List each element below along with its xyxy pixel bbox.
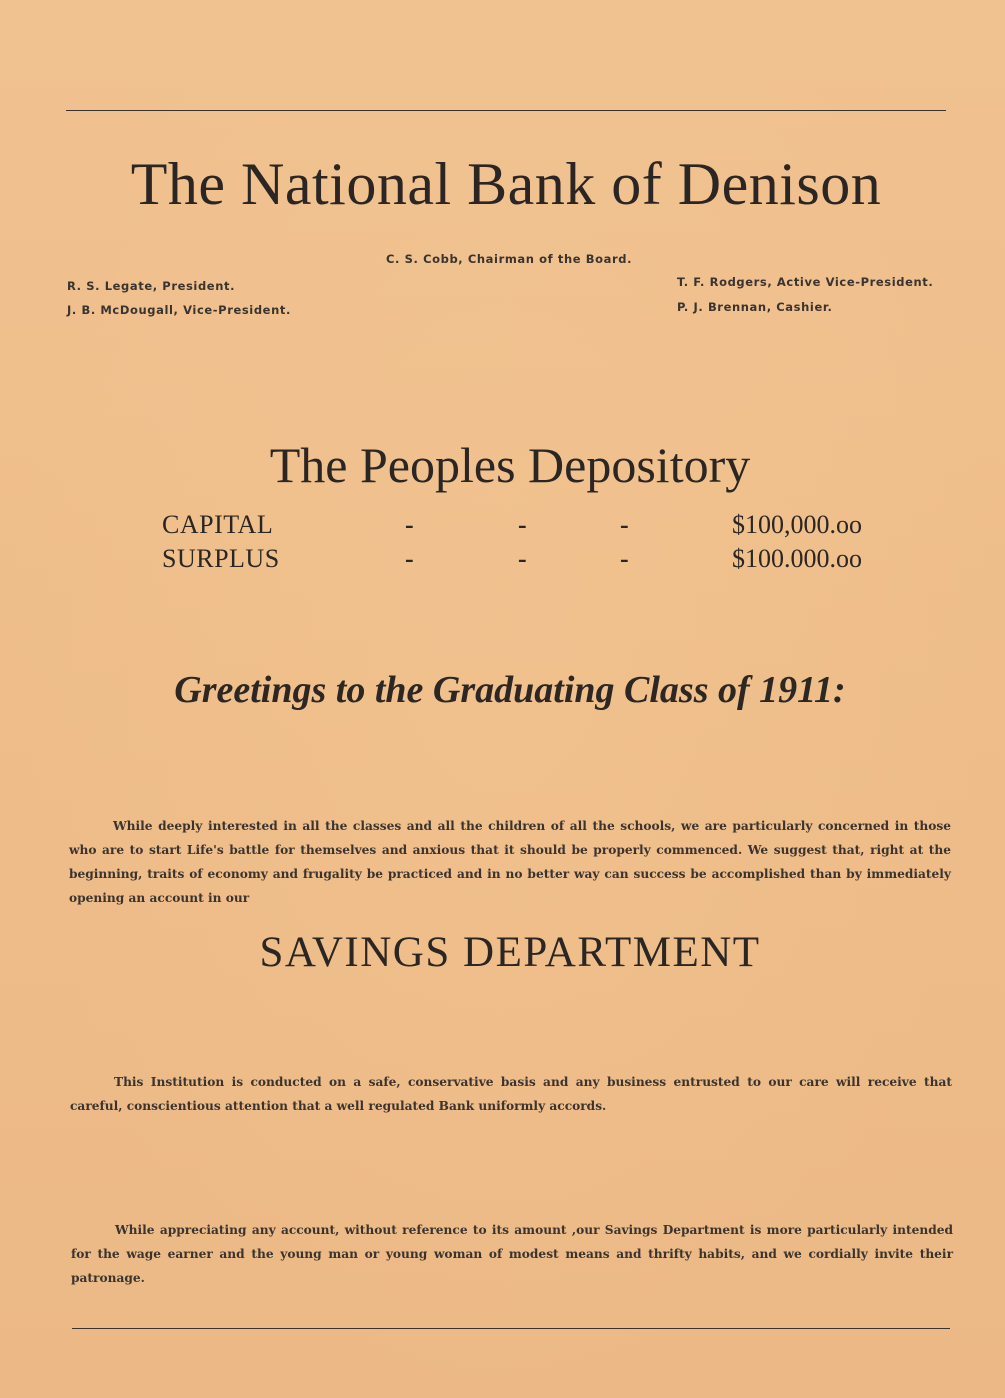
officer-chairman: C. S. Cobb, Chairman of the Board. [386,252,633,266]
depository-title: The Peoples Depository [269,437,751,493]
leader-dash: - [518,510,527,539]
savings-department-heading: SAVINGS DEPARTMENT [259,929,761,976]
institution-paragraph: This Institution is conducted on a safe, conservative basis and any business entrusted to our care will receive that careful, conscientious attention that a well regulated Bank uniformly accords. [70,1075,952,1113]
leader-dash: - [405,510,414,539]
top-rule [66,110,946,111]
intro-paragraph: While deeply interested in all the classes and all the children of all the schools, we are particularly concerned in those who are to start Life's battle for themselves and anxious that it should be properly commenced. We suggest that, right at the beginning, traits of economy and frugality be practiced and in no better way can success be accomplished than by immediately opening an account in our [69,819,951,905]
officer-vice-president: J. B. McDougall, Vice-President. [67,303,291,317]
bottom-rule [72,1328,950,1329]
leader-dash: - [518,544,527,573]
officer-cashier: P. J. Brennan, Cashier. [677,300,833,314]
graduation-greeting: Greetings to the Graduating Class of 1911: [174,669,846,711]
bank-title: The National Bank of Denison [130,151,882,217]
leader-dash: - [620,544,629,573]
leader-dash: - [620,510,629,539]
officer-active-vice-president: T. F. Rodgers, Active Vice-President. [677,275,934,289]
appreciation-paragraph: While appreciating any account, without reference to its amount ,our Savings Department is more particularly intended for the wage earner and the young man or young woman of modest means and thrifty habits, and we cordially invite their patronage. [71,1223,953,1285]
capital-row [162,510,862,544]
capital-value: $100,000.oo [732,510,862,539]
surplus-label: SURPLUS [162,544,280,573]
officer-president: R. S. Legate, President. [67,279,236,293]
leader-dash: - [405,544,414,573]
capital-label: CAPITAL [162,510,274,539]
surplus-value: $100.000.oo [732,544,862,573]
surplus-row [162,544,862,578]
